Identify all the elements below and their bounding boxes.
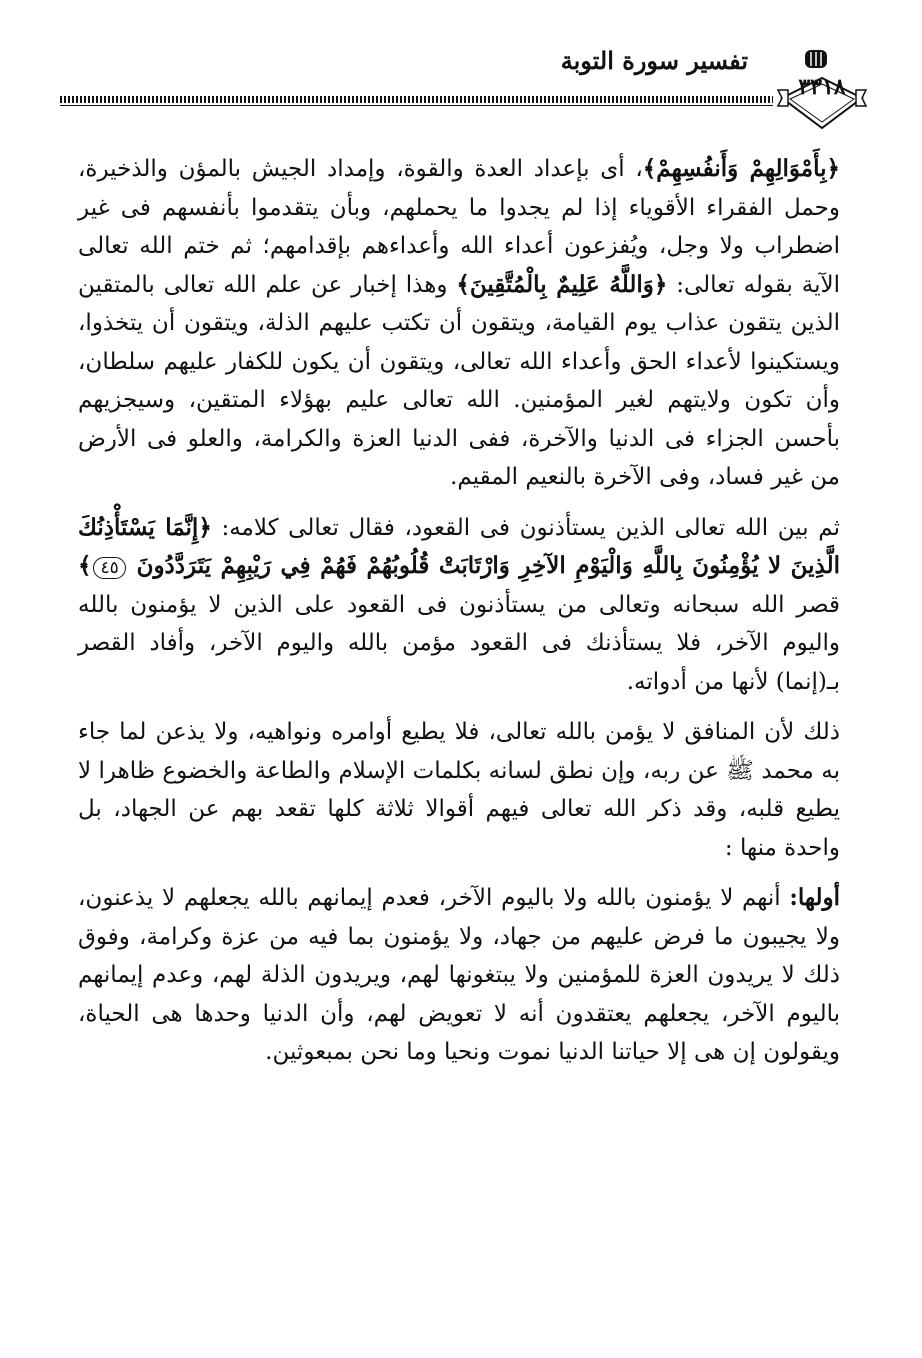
running-title: تفسير سورة التوبة — [560, 46, 748, 75]
page-number: ٣٣١٨ — [798, 74, 846, 100]
title-ornament-icon — [804, 48, 828, 70]
quran-quote: ﴿وَاللَّهُ عَلِيمٌ بِالْمُتَّقِينَ﴾ — [456, 270, 668, 298]
point-lead: أولها: — [789, 884, 840, 911]
body-text — [78, 150, 840, 1084]
paragraph-1 — [78, 150, 840, 497]
paragraph-4 — [78, 879, 840, 1072]
paragraph-2 — [78, 509, 840, 702]
paragraph-text: وهذا إخبار عن علم الله تعالى بالمتقين الذين يتقون عذاب يوم القيامة، ويتقون أن تكتب عليهم الذلة، ويتقون أن يتخذوا، ويستكينوا لأعداء الحق وأعداء الله تعالى، ويتقون أن يكون للكفار عليهم سلطان، وأن تكون ولايتهم لغير المؤمنين. الله تعالى عليم بهؤلاء المتقين، وسيجزيهم بأحسن الجزاء فى الدنيا والآخرة، ففى الدنيا العزة والكرامة، والعلو فى الأرض من غير فساد، وفى الآخرة بالنعيم المقيم. — [78, 271, 840, 490]
paragraph-3 — [78, 713, 840, 867]
paragraph-text: أنهم لا يؤمنون بالله ولا باليوم الآخر، فعدم إيمانهم بالله يجعلهم لا يذعنون، ولا يجيبون ما فرض عليهم من جهاد، ولا يؤمنون بما فيه من عزة وكرامة، وفوق ذلك لا يريدون العزة للمؤمنين ولا يبتغونها لهم، ويريدون الذلة لهم، وعدم إيمانهم باليوم الآخر، يجعلهم يعتقدون أنه لا تعويض لهم، وأن الدنيا وحدها هى الحياة، ويقولون إن هى إلا حياتنا الدنيا نموت ونحيا وما نحن بمبعوثين. — [78, 885, 840, 1065]
page-header — [60, 40, 868, 130]
paragraph-text: قصر الله سبحانه وتعالى من يستأذنون فى القعود على الذين لا يؤمنون بالله واليوم الآخر، فلا يستأذنك فى القعود مؤمن بالله واليوم الآخر، وأفاد القصر بـ(إنما) لأنها من أدواته. — [78, 591, 840, 695]
header-rule — [60, 96, 773, 103]
paragraph-text: ذلك لأن المنافق لا يؤمن بالله تعالى، فلا يطيع أوامره ونواهيه، ولا يذعن لما جاء به محمد ﷺ عن ربه، وإن نطق لسانه بكلمات الإسلام والطاعة والخضوع ظاهرا لا يطيع قلبه، وقد ذكر الله تعالى فيهم أقوالا ثلاثة كلها تقعد بهم عن الجهاد، بل واحدة منها : — [78, 719, 840, 861]
paragraph-text: ، أى بإعداد العدة والقوة، وإمداد الجيش بالمؤن والذخيرة، وحمل الفقراء الأقوياء إذا لم يجدوا ما يحملهم، وبأن يتقدموا بأنفسهم فى غير اضطراب ولا وجل، ويُفزعون أعداء الله وأعداءهم بإقدامهم؛ ثم ختم الله تعالى الآية بقوله تعالى: — [78, 156, 840, 298]
quran-quote: ﴿إِنَّمَا يَسْتَأْذِنُكَ الَّذِينَ لا يُؤْمِنُونَ بِاللَّهِ وَالْيَوْمِ الآخِرِ وَارْتَابَتْ قُلُوبُهُمْ فَهُمْ فِي رَيْبِهِمْ يَتَرَدَّدُونَ — [78, 513, 840, 579]
quran-quote-close: ﴾ — [78, 552, 92, 579]
paragraph-text: ثم بين الله تعالى الذين يستأذنون فى القعود، فقال تعالى كلامه: — [211, 514, 840, 541]
ayah-number: ٤٥ — [93, 557, 125, 579]
quran-quote: ﴿بِأَمْوَالِهِمْ وَأَنفُسِهِمْ﴾ — [642, 155, 841, 182]
